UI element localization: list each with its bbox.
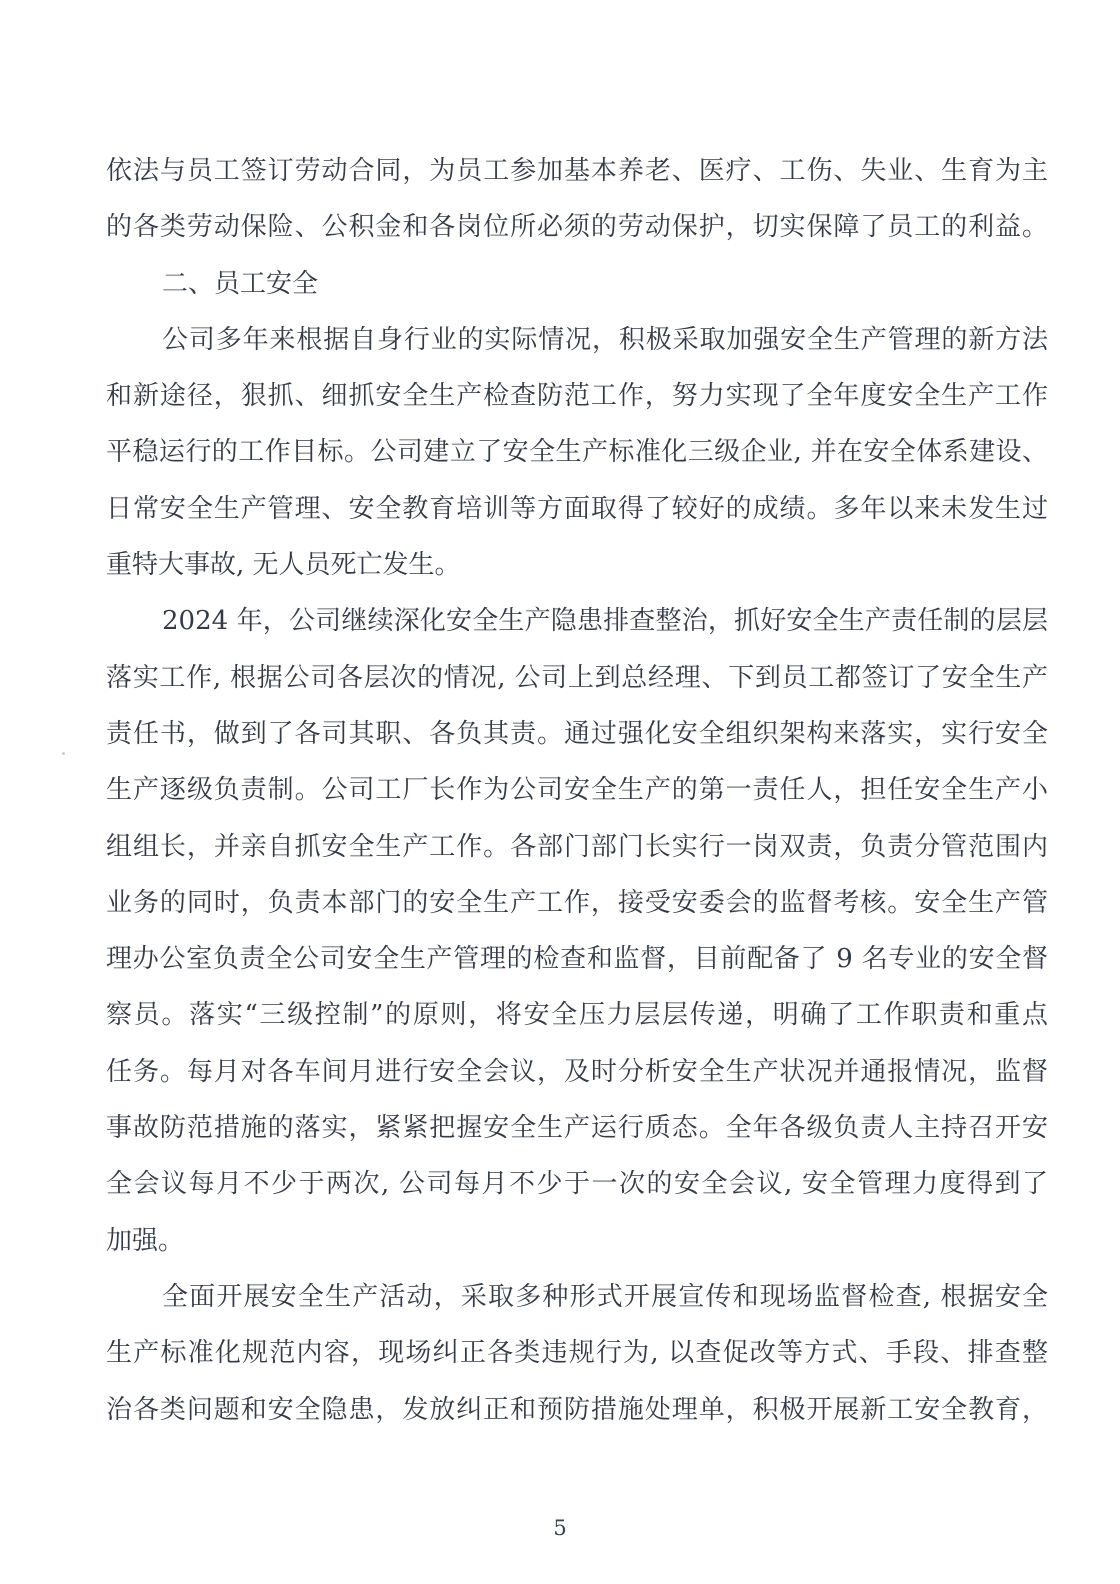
text-line: 的各类劳动保险、公积金和各岗位所必须的劳动保护，切实保障了员工的利益。 — [106, 212, 1048, 243]
text-line: 责任书，做到了各司其职、各负其责。通过强化安全组织架构来落实，实行安全 — [106, 718, 1048, 749]
text-line: 生产逐级负责制。公司工厂长作为公司安全生产的第一责任人，担任安全生产小 — [106, 775, 1048, 806]
text-line: 察员。落实“三级控制”的原则，将安全压力层层传递，明确了工作职责和重点 — [106, 1000, 1048, 1031]
text-line: 2024 年，公司继续深化安全生产隐患排查整治，抓好安全生产责任制的层层 — [162, 606, 1048, 637]
text-line: 日常安全生产管理、安全教育培训等方面取得了较好的成绩。多年以来未发生过 — [106, 493, 1048, 524]
text-line: 依法与员工签订劳动合同，为员工参加基本养老、医疗、工伤、失业、生育为主 — [106, 156, 1048, 186]
section-heading: 二、员工安全 — [162, 268, 319, 299]
page-number: 5 — [553, 1516, 567, 1540]
text-line: 平稳运行的工作目标。公司建立了安全生产标准化三级企业, 并在安全体系建设、 — [106, 437, 1048, 468]
text-line: 落实工作, 根据公司各层次的情况, 公司上到总经理、下到员工都签订了安全生产 — [106, 662, 1048, 693]
document-body — [106, 143, 1048, 1438]
scan-speck — [62, 752, 65, 755]
text-line: 和新途径，狠抓、细抓安全生产检查防范工作，努力实现了全年度安全生产工作 — [106, 381, 1048, 412]
text-line: 理办公室负责全公司安全生产管理的检查和监督，目前配备了 9 名专业的安全督 — [106, 944, 1048, 975]
text-line: 加强。 — [106, 1225, 185, 1256]
text-line: 生产标准化规范内容，现场纠正各类违规行为, 以查促改等方式、手段、排查整 — [106, 1338, 1048, 1369]
text-line: 重特大事故, 无人员死亡发生。 — [106, 550, 461, 581]
text-line: 治各类问题和安全隐患，发放纠正和预防措施处理单，积极开展新工安全教育， — [106, 1394, 1048, 1425]
text-line: 公司多年来根据自身行业的实际情况，积极采取加强安全生产管理的新方法 — [162, 324, 1048, 355]
text-line: 业务的同时，负责本部门的安全生产工作，接受安委会的监督考核。安全生产管 — [106, 887, 1048, 918]
text-line: 组组长，并亲自抓安全生产工作。各部门部门长实行一岗双责，负责分管范围内 — [106, 831, 1048, 862]
text-line: 事故防范措施的落实，紧紧把握安全生产运行质态。全年各级负责人主持召开安 — [106, 1113, 1048, 1144]
text-line: 全会议每月不少于两次, 公司每月不少于一次的安全会议, 安全管理力度得到了 — [106, 1169, 1048, 1200]
text-line: 全面开展安全生产活动，采取多种形式开展宣传和现场监督检查, 根据安全 — [162, 1281, 1048, 1312]
text-line: 任务。每月对各车间月进行安全会议，及时分析安全生产状况并通报情况，监督 — [106, 1056, 1048, 1087]
